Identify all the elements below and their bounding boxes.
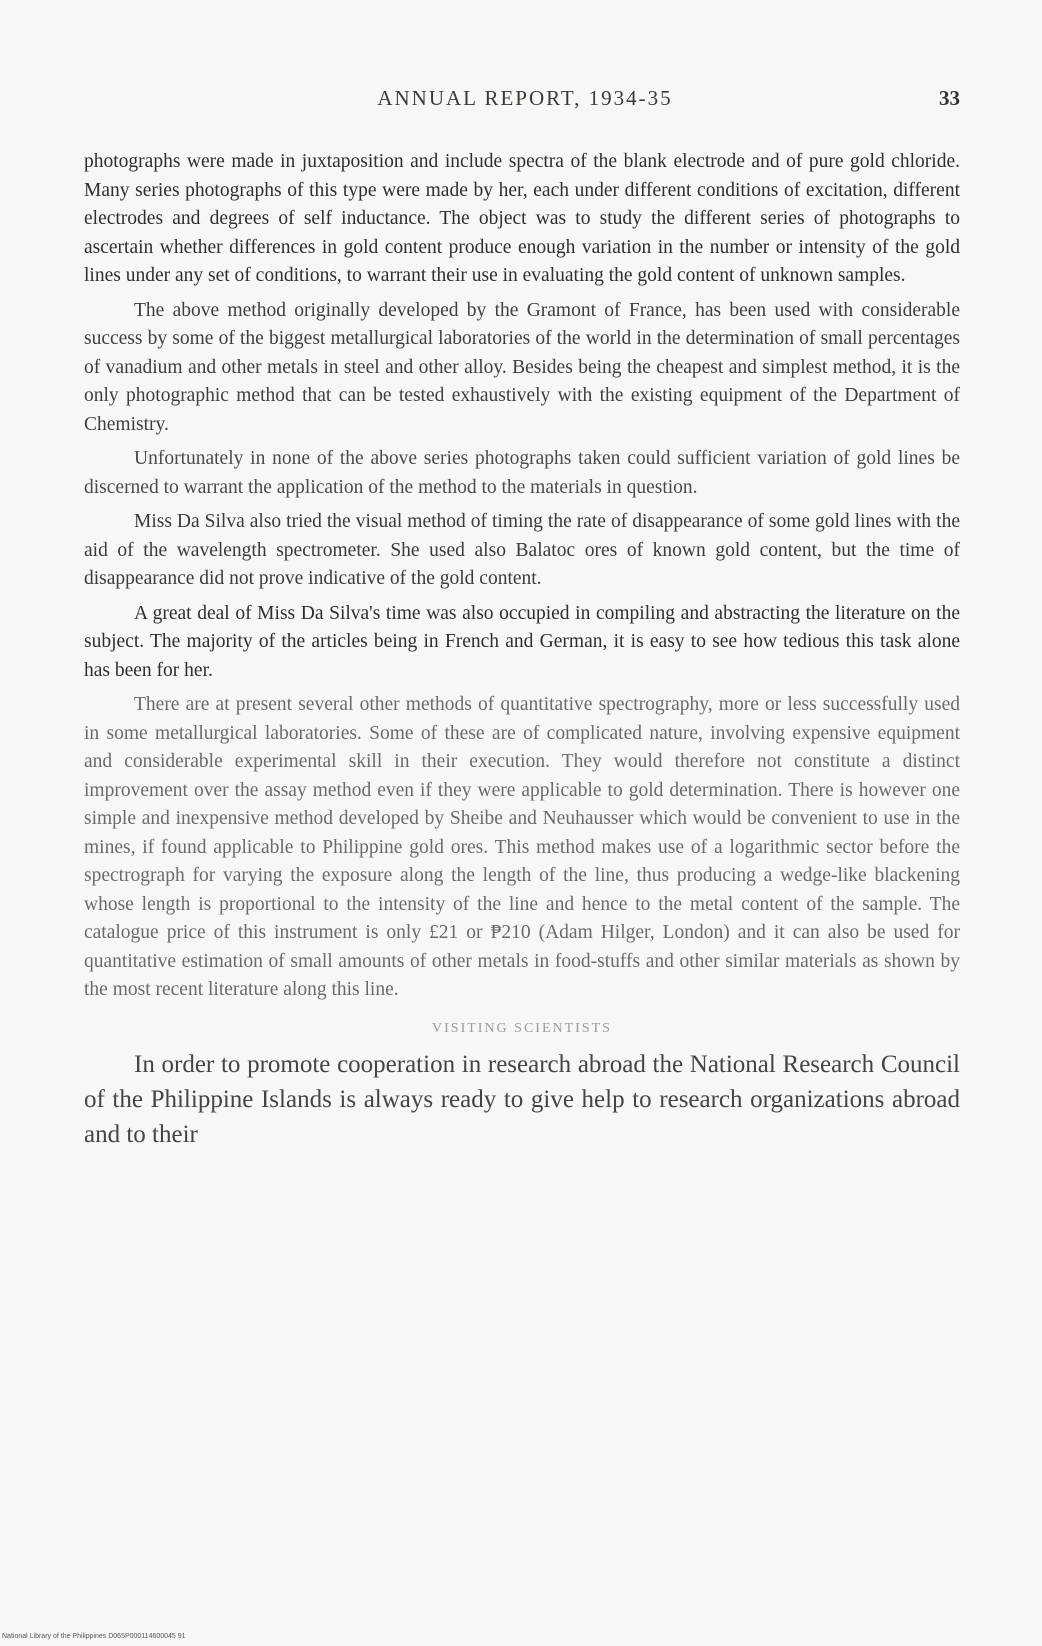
paragraph-visual-method: Miss Da Silva also tried the visual method of timing the rate of disappearance of some gold lines with the aid of the wavelength spectrometer. She used also Balatoc ores of known gold content, but the time of disappearance did not prove indicative of the gold content.	[84, 511, 960, 589]
scan-footer-label: National Library of the Philippines D065P000114600045 91	[2, 1633, 186, 1640]
paragraph-literature: A great deal of Miss Da Silva's time was also occupied in compiling and abstracting the literature on the subject. The majority of the articles being in French and German, it is easy to see how tedious this task alone has been for her.	[84, 602, 960, 681]
paragraph-gramont-method: The above method originally developed by the Gramont of France, has been used with considerable success by some of the biggest metallurgical laboratories of the world in the determination of small percentages of vanadium and other metals in steel and other alloy. Besides being the cheapest and simplest method, it is the only photographic method that can be tested exhaustively with the existing equipment of the Department of Chemistry.	[84, 299, 960, 435]
paragraph-continued: photographs were made in juxtaposition and include spectra of the blank electrode and of pure gold chloride. Many series photographs of this type were made by her, each under different conditions of excitation, different electrodes and degrees of self inductance. The object was to study the different series of photographs to ascertain whether differences in gold content produce enough variation in the number or intensity of the gold lines under any set of conditions, to warrant their use in evaluating the gold content of unknown samples.	[84, 151, 960, 286]
document-body	[84, 148, 960, 1158]
page-number: 33	[939, 86, 960, 110]
section-heading-visiting-scientists: VISITING SCIENTISTS	[432, 1020, 612, 1036]
running-head-title: ANNUAL REPORT, 1934-35	[377, 86, 673, 110]
paragraph-other-methods: There are at present several other methods of quantitative spectrography, more or less successfully used in some metallurgical laboratories. Some of these are of complicated nature, involving expensive equipment and considerable experimental skill in their execution. They would therefore not constitute a distinct improvement over the assay method even if they were applicable to gold determination. There is however one simple and inexpensive method developed by Sheibe and Neuhausser which would be convenient to use in the mines, if found applicable to Philippine gold ores. This method makes use of a logarithmic sector before the spectrograph for varying the exposure along the length of the line, thus producing a wedge-like blackening whose length is proportional to the intensity of the line and hence to the metal content of the sample. The catalogue price of this instrument is only £21 or ₱210 (Adam Hilger, London) and it can also be used for quantitative estimation of small amounts of other metals in food-stuffs and other similar materials as shown by the most recent literature along this line.	[84, 694, 960, 1000]
page-header	[84, 86, 966, 120]
paragraph-visiting-scientists: In order to promote cooperation in research abroad the National Research Council of the Philippine Islands is always ready to give help to research organizations abroad and to their	[84, 1050, 960, 1148]
paragraph-unfortunately: Unfortunately in none of the above series photographs taken could sufficient variation of gold lines be discerned to warrant the application of the method to the materials in question.	[84, 448, 960, 498]
